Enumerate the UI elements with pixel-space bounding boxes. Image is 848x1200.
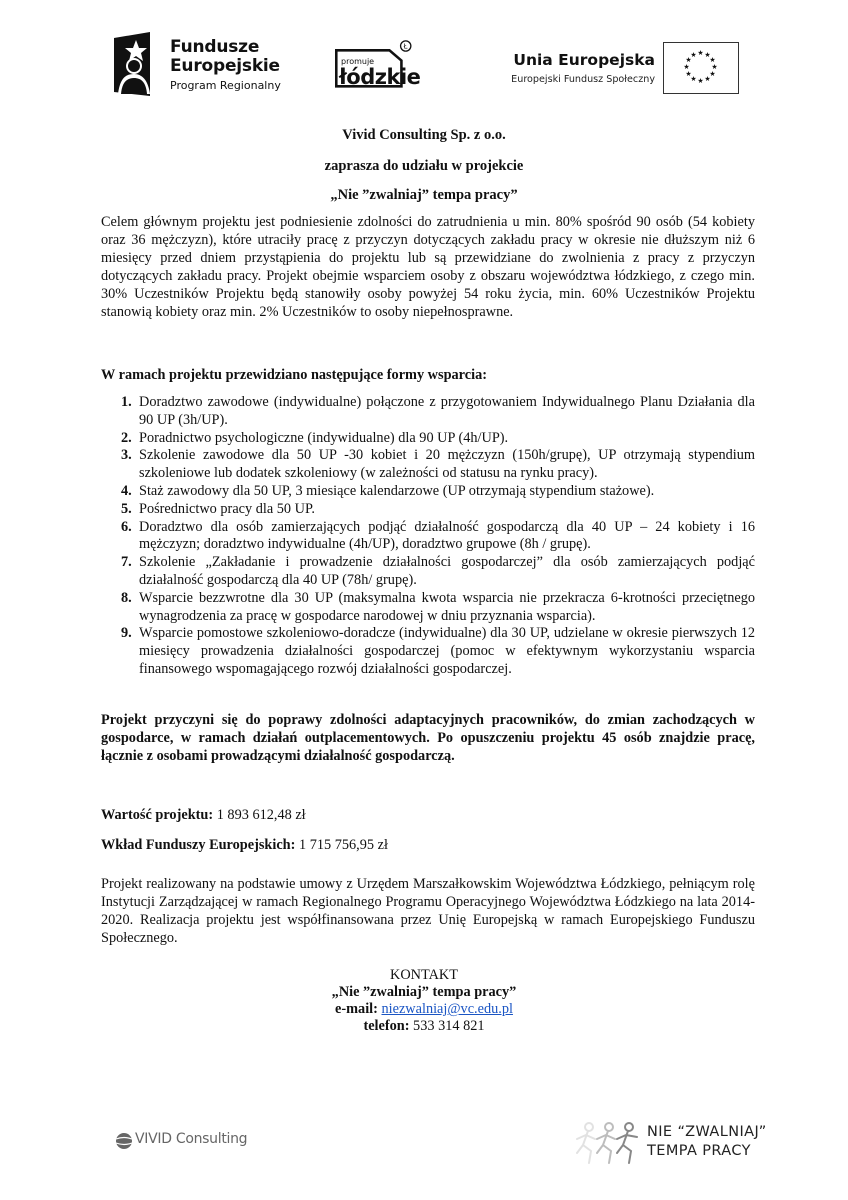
email-link[interactable]: niezwalniaj@vc.edu.pl xyxy=(381,1001,513,1017)
support-list xyxy=(101,394,755,679)
support-item: 9. Wsparcie pomostowe szkoleniowo-doradcze (indywidualne) dla 30 UP, udzielane w okresie pierwszych 12 miesięcy prowadzenia działalności gospodarczej (pomoc w efektywnym wykorzystaniu wsparcia finansowego wspomagającego rozwój działalności gospodarczej. xyxy=(121,625,755,677)
project-value-label: Wartość projektu: xyxy=(101,807,214,823)
eu-contribution-label: Wkład Funduszy Europejskich: xyxy=(101,837,296,853)
svg-text:★: ★ xyxy=(704,75,711,83)
svg-text:★: ★ xyxy=(709,70,716,78)
runners-icon xyxy=(575,1121,645,1165)
nz-line1: NIE “ZWALNIAJ” xyxy=(647,1124,767,1140)
support-item: 1. Doradztwo zawodowe (indywidualne) połączone z przygotowaniem Indywidualnego Planu Działania dla 90 UP (3h/UP). xyxy=(121,394,755,428)
fe-line1: Fundusze xyxy=(170,37,260,57)
svg-text:★: ★ xyxy=(690,75,697,83)
fundusze-europejskie-logo xyxy=(114,32,304,96)
project-outcome: Projekt przyczyni się do poprawy zdolności adaptacyjnych pracowników, do zmian zachodzących w gospodarce, w ramach działań outplacementowych. Po opuszczeniu projektu 45 osób znajdzie pracę, łącznie z osobami prowadzącymi działalność gospodarczą. xyxy=(101,712,755,764)
support-item: 4. Staż zawodowy dla 50 UP, 3 miesiące kalendarzowe (UP otrzymają stypendium stażowe). xyxy=(121,482,655,499)
lodz-big-text: łódzkie xyxy=(339,65,421,89)
company-name: Vivid Consulting Sp. z o.o. xyxy=(342,127,506,143)
ue-title: Unia Europejska xyxy=(513,51,655,69)
ue-subtitle: Europejski Fundusz Społeczny xyxy=(511,74,655,85)
svg-text:★: ★ xyxy=(697,77,704,85)
support-heading: W ramach projektu przewidziano następujące formy wsparcia: xyxy=(101,367,487,383)
svg-text:★: ★ xyxy=(685,70,692,78)
svg-text:★: ★ xyxy=(685,56,692,64)
contact-block xyxy=(0,967,848,1035)
phone-label: telefon: xyxy=(363,1018,410,1034)
fe-line3: Program Regionalny xyxy=(170,79,281,92)
project-value xyxy=(101,806,755,824)
support-item: 7. Szkolenie „Zakładanie i prowadzenie działalności gospodarczej” dla osób zamierzających podjąć działalność gospodarczą dla 40 UP (78h/ grupę). xyxy=(121,554,755,588)
support-item: 5. Pośrednictwo pracy dla 50 UP. xyxy=(121,500,315,517)
lodz-small-text: promuje xyxy=(341,57,375,66)
nz-logo-text xyxy=(647,1123,767,1161)
eu-flag-icon xyxy=(663,42,739,94)
fe-emblem-icon xyxy=(114,32,160,96)
email-label: e-mail: xyxy=(335,1001,378,1017)
svg-text:★: ★ xyxy=(711,63,718,71)
support-item: 2. Poradnictwo psychologiczne (indywidualne) dla 90 UP (4h/UP). xyxy=(121,429,509,446)
project-value-amount: 1 893 612,48 zł xyxy=(213,807,306,823)
contact-phone-row xyxy=(0,1018,848,1035)
nz-line2: TEMPA PRACY xyxy=(647,1143,751,1159)
globe-icon xyxy=(115,1132,133,1150)
svg-text:★: ★ xyxy=(709,56,716,64)
fe-line2: Europejskie xyxy=(170,56,280,76)
unia-europejska-logo xyxy=(480,42,760,102)
vivid-consulting-logo xyxy=(115,1127,285,1157)
svg-text:★: ★ xyxy=(690,51,697,59)
support-item: 8. Wsparcie bezzwrotne dla 30 UP (maksymalna kwota wsparcia nie przekracza 6-krotności przeciętnego wynagrodzenia za pracę w gospodarce narodowej w dniu przyznania wsparcia). xyxy=(121,589,755,624)
project-title: „Nie ”zwalniaj” tempa pracy” xyxy=(330,187,518,203)
support-item: 6. Doradztwo dla osób zamierzających podjąć działalność gospodarczą dla 40 UP – 24 kobiety i 16 mężczyzn; doradztwo indywidualne (4h/UP), doradztwo grupowe (8h / grupę). xyxy=(121,518,755,553)
phone-number: 533 314 821 xyxy=(409,1018,485,1034)
contact-email-row xyxy=(0,1001,848,1018)
svg-text:★: ★ xyxy=(683,63,690,71)
funding-note: Projekt realizowany na podstawie umowy z Urzędem Marszałkowskim Województwa Łódzkiego, pełniącym rolę Instytucji Zarządzającej w ramach Regionalnego Programu Operacyjnego Województwa Łódzkiego na lata 2014-2020. Realizacja projektu jest współfinansowana przez Unię Europejską w ramach Europejskiego Funduszu Społecznego. xyxy=(101,876,755,946)
contact-heading: KONTAKT xyxy=(390,967,458,983)
support-item: 3. Szkolenie zawodowe dla 50 UP -30 kobiet i 20 mężczyzn (150h/grupę), UP otrzymają stypendium szkoleniowe lub dodatek szkoleniowy (w zależności od statusu na rynku pracy). xyxy=(121,447,755,482)
svg-text:Ł: Ł xyxy=(403,42,408,51)
svg-text:★: ★ xyxy=(697,49,704,57)
invitation-text: zaprasza do udziału w projekcie xyxy=(324,158,524,174)
eu-contribution-amount: 1 715 756,95 zł xyxy=(295,837,388,853)
vivid-logo-text: VIVID Consulting xyxy=(135,1131,248,1147)
nie-zwalniaj-logo xyxy=(575,1117,795,1177)
contact-project-name: „Nie ”zwalniaj” tempa pracy” xyxy=(331,984,517,1000)
svg-text:★: ★ xyxy=(704,51,711,59)
project-description: Celem głównym projektu jest podniesienie zdolności do zatrudnienia u min. 80% spośród 90 osób (54 kobiety oraz 36 mężczyzn), które utraciły pracę z przyczyn dotyczących zakładu pracy w okresie nie dłuższym niż 6 miesięcy przed dniem przystąpienia do projektu lub są przewidziane do zwolnienia z pracy z przyczyn dotyczących zakładu pracy. Projekt obejmie wsparciem osoby z obszaru województwa łódzkiego, z czego min. 30% Uczestników Projektu będą stanowiły osoby powyżej 54 roku życia, min. 60% Uczestników Projektu stanowią kobiety oraz min. 2% Uczestników to osoby niepełnosprawne. xyxy=(101,214,755,320)
promuje-lodzkie-logo xyxy=(333,40,425,96)
eu-contribution xyxy=(101,836,755,854)
